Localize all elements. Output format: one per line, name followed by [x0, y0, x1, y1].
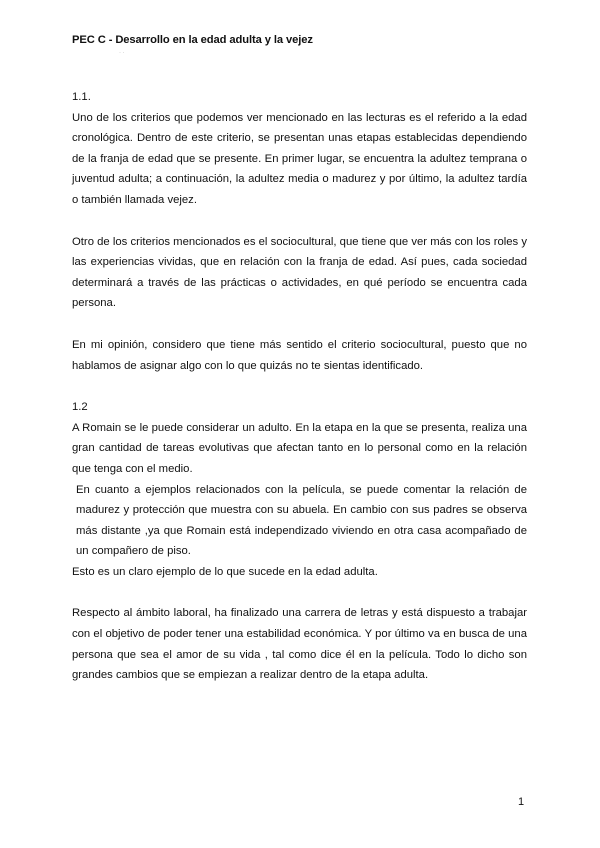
section-heading: 1.1.: [72, 91, 91, 103]
section-heading: 1.2: [72, 401, 88, 414]
header-marks: · ·: [119, 50, 125, 56]
paragraph: Otro de los criterios mencionados es el sociocultural, que tiene que ver más con los roles y las experiencias vividas, que en relación con la franja de edad. Así pues, cada sociedad determinará a través de las prácticas o actividades, en qué período se encuentra cada persona.: [72, 235, 527, 310]
paragraph: A Romain se le puede considerar un adulto. En la etapa en la que se presenta, realiza una gran cantidad de tareas evolutivas que afectan tanto en lo personal como en la relación que tenga con el medio.: [72, 421, 527, 475]
paragraph: En mi opinión, considero que tiene más sentido el criterio sociocultural, puesto que no hablamos de asignar algo con lo que quizás no te sientas identificado.: [72, 338, 527, 372]
page-header-title: PEC C - Desarrollo en la edad adulta y la vejez: [72, 34, 313, 46]
page-number: 1: [518, 796, 525, 808]
paragraph: Respecto al ámbito laboral, ha finalizado una carrera de letras y está dispuesto a trabajar con el objetivo de poder tener una estabilidad económica. Y por último va en busca de una persona que sea el amor de su vida , tal como dice él en la película. Todo lo dicho son grandes cambios que se empiezan a realizar dentro de la etapa adulta.: [72, 607, 527, 682]
paragraph: Uno de los criterios que podemos ver mencionado en las lecturas es el referido a la edad cronológica. Dentro de este criterio, se presentan unas etapas establecidas dependiendo de la franja de edad que se presente. En primer lugar, se encuentra la adultez temprana o juventud adulta; a continuación, la adultez media o madurez y por último, la adultez tardía o también llamada vejez.: [72, 111, 527, 206]
paragraph: Esto es un claro ejemplo de lo que sucede en la edad adulta.: [72, 565, 378, 578]
document-body: [72, 87, 527, 686]
paragraph: En cuanto a ejemplos relacionados con la película, se puede comentar la relación de madurez y protección que muestra con su abuela. En cambio con sus padres se observa más distante ,ya que Romain está independizado viviendo en otra casa acompañado de un compañero de piso.: [76, 483, 527, 558]
